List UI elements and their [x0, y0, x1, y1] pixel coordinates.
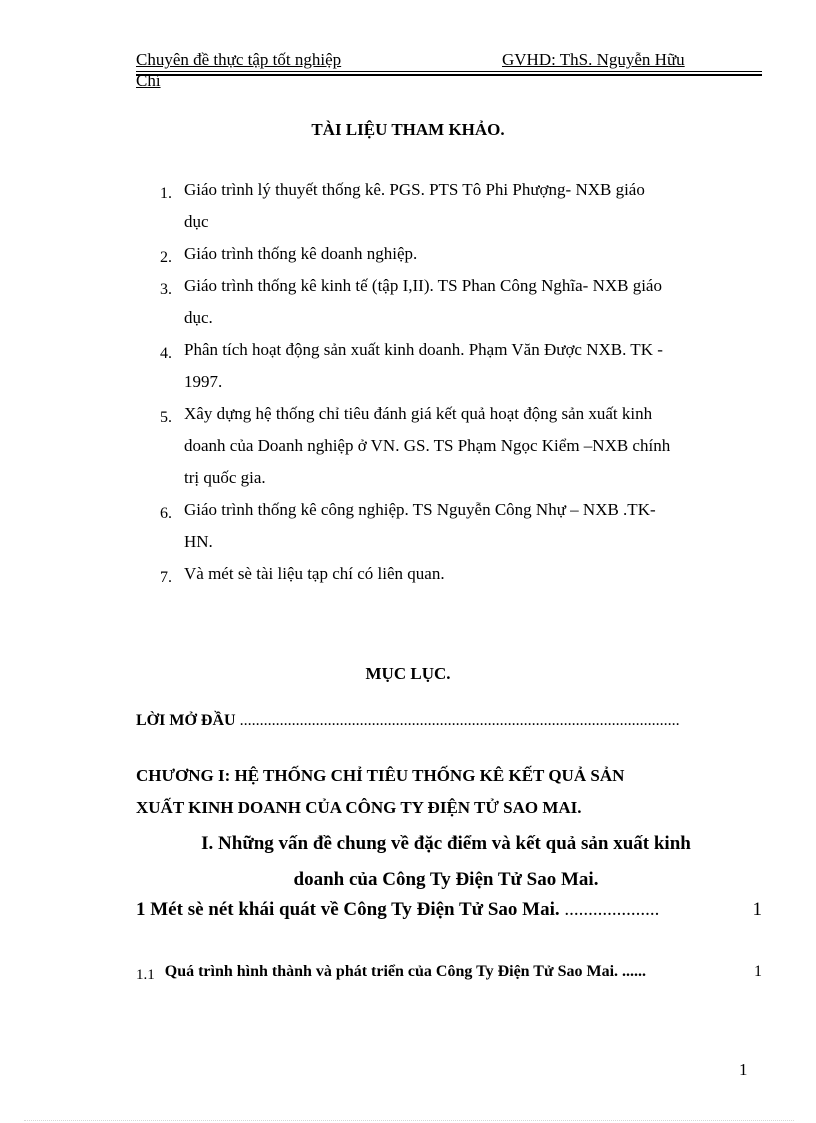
- toc-entry-chapter-1[interactable]: [136, 760, 756, 824]
- reference-number: 3.: [160, 281, 172, 298]
- toc-entry-number: 1.1: [136, 967, 155, 983]
- reference-number: 4.: [160, 345, 172, 362]
- reference-line: Phân tích hoạt động sản xuất kinh doanh. Phạm Văn Được NXB. TK -: [184, 340, 663, 359]
- reference-line: dục: [184, 212, 209, 231]
- reference-line: trị quốc gia.: [184, 468, 266, 487]
- toc-leader-dots: ....................: [564, 899, 660, 920]
- reference-line: Và mét sè tài liệu tạp chí có liên quan.: [184, 564, 445, 583]
- page-bottom-divider: [24, 1120, 794, 1121]
- header-rule-thick: [136, 74, 762, 76]
- reference-number: 2.: [160, 249, 172, 266]
- reference-number: 7.: [160, 569, 172, 586]
- reference-list: [160, 174, 750, 590]
- references-title: TÀI LIỆU THAM KHẢO.: [311, 120, 505, 139]
- header-left-text: Chuyên đề thực tập tốt nghiệp: [136, 50, 342, 69]
- reference-line: Giáo trình lý thuyết thống kê. PGS. PTS Tô Phi Phượng- NXB giáo: [184, 180, 645, 199]
- toc-entry-1-1[interactable]: [136, 963, 762, 981]
- toc-page-number: 1: [754, 963, 762, 980]
- toc-leader-dots: ......: [622, 963, 647, 980]
- reference-item: [160, 334, 750, 398]
- reference-item: [160, 398, 750, 494]
- toc-entry-label: LỜI MỞ ĐẦU: [136, 712, 236, 729]
- toc-chapter-line: XUẤT KINH DOANH CỦA CÔNG TY ĐIỆN TỬ SAO MAI.: [136, 798, 582, 817]
- reference-line: dục.: [184, 308, 213, 327]
- reference-item: [160, 558, 750, 590]
- reference-number: 1.: [160, 185, 172, 202]
- reference-line: Giáo trình thống kê doanh nghiệp.: [184, 244, 418, 263]
- toc-entry-label: Quá trình hình thành và phát triển của Công Ty Điện Tử Sao Mai.: [164, 963, 619, 980]
- reference-item: [160, 494, 750, 558]
- page-number: 1: [739, 1060, 748, 1079]
- reference-line: doanh của Doanh nghiệp ở VN. GS. TS Phạm Ngọc Kiểm –NXB chính: [184, 436, 671, 455]
- header-rule-thin: [136, 71, 762, 72]
- toc-section-line: doanh của Công Ty Điện Tử Sao Mai.: [293, 869, 599, 890]
- reference-line: 1997.: [184, 372, 223, 391]
- header-right-text: GVHD: ThS. Nguyễn Hữu: [502, 50, 685, 69]
- reference-item: [160, 238, 750, 270]
- reference-item: [160, 270, 750, 334]
- reference-number: 5.: [160, 409, 172, 426]
- toc-title: MỤC LỤC.: [365, 664, 451, 683]
- toc-section-line: I. Những vấn đề chung về đặc điểm và kết quả sản xuất kinh: [201, 833, 691, 854]
- toc-entry-intro[interactable]: [136, 712, 680, 730]
- toc-page-number: 1: [752, 899, 762, 920]
- reference-line: Giáo trình thống kê công nghiệp. TS Nguyễn Công Nhự – NXB .TK-: [184, 500, 656, 519]
- toc-entry-1[interactable]: [136, 899, 762, 921]
- reference-line: HN.: [184, 532, 213, 551]
- reference-number: 6.: [160, 505, 172, 522]
- reference-item: [160, 174, 750, 238]
- reference-line: Giáo trình thống kê kinh tế (tập I,II). TS Phan Công Nghĩa- NXB giáo: [184, 276, 662, 295]
- toc-entry-section-1[interactable]: [136, 826, 756, 898]
- reference-line: Xây dựng hệ thống chỉ tiêu đánh giá kết quả hoạt động sản xuất kinh: [184, 404, 653, 423]
- header-continuation-text: Chí: [136, 71, 161, 90]
- toc-entry-label: 1 Mét sè nét khái quát về Công Ty Điện Tử Sao Mai.: [136, 899, 560, 920]
- toc-leader-dots: ..............................................................................................................: [239, 712, 680, 729]
- toc-chapter-line: CHƯƠNG I: HỆ THỐNG CHỈ TIÊU THỐNG KÊ KẾT QUẢ SẢN: [136, 766, 625, 785]
